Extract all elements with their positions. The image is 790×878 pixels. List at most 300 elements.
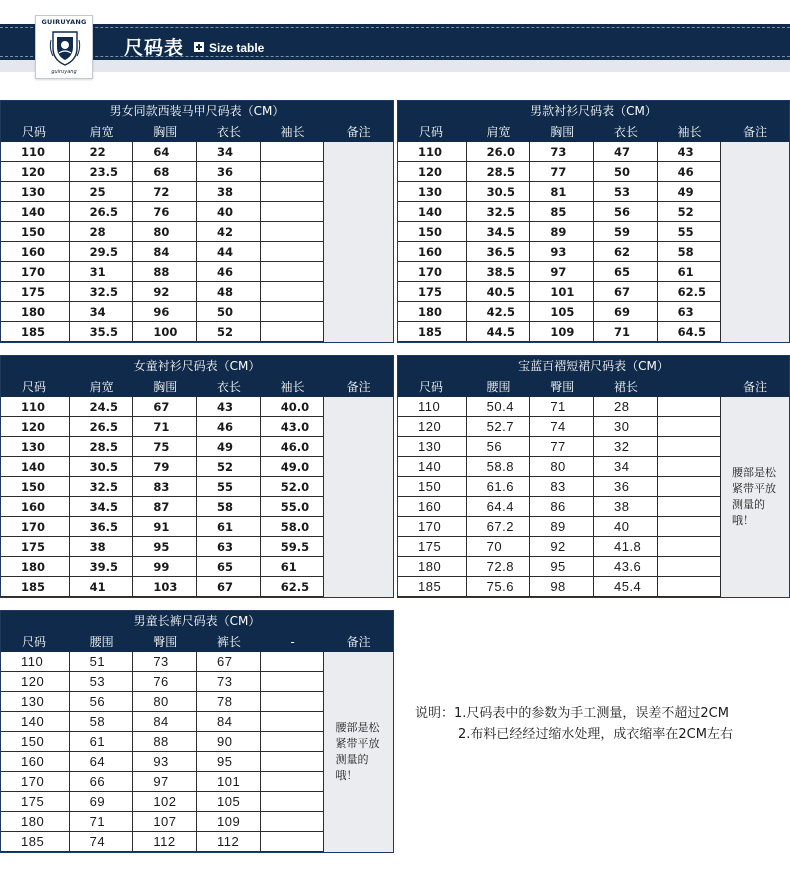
measurement-cell: 42 [197,222,261,242]
size-cell: 180 [1,302,70,322]
measurement-cell: 68 [133,162,197,182]
measurement-cell: 102 [133,792,197,812]
table-header-row [1,122,393,142]
measurement-cell: 44.5 [467,322,531,342]
size-table [0,610,394,853]
size-cell: 180 [1,557,70,577]
measurement-cell: 79 [133,457,197,477]
column-header: 备注 [346,380,371,394]
size-cell: 140 [1,457,70,477]
measurement-cell: 34 [197,142,261,162]
measurement-cell: 22 [70,142,134,162]
measurement-cell: 49.0 [261,457,325,477]
measurement-cell: 84 [197,712,261,732]
size-cell: 170 [398,262,467,282]
measurement-cell: 81 [530,182,594,202]
measurement-cell: 52.7 [467,417,531,437]
column-header: 腰围 [486,380,511,394]
column-header: 尺码 [22,380,47,394]
measurement-cell: 39.5 [70,557,134,577]
measurement-cell [261,752,325,772]
measurement-cell: 28.5 [70,437,134,457]
measurement-cell [261,222,325,242]
size-cell: 160 [1,242,70,262]
measurement-cell: 80 [530,457,594,477]
measurement-cell: 52 [197,322,261,342]
size-cell: 185 [1,832,70,852]
size-cell: 160 [1,497,70,517]
header-banner [0,24,790,60]
size-cell: 120 [1,162,70,182]
measurement-cell: 32.5 [70,282,134,302]
table-title: 男款衬衫尺码表（CM） [398,101,789,122]
column-header: 袖长 [280,125,305,139]
measurement-cell: 43.6 [594,557,658,577]
measurement-cell: 26.5 [70,417,134,437]
measurement-cell: 28 [594,397,658,417]
column-header: 胸围 [153,380,178,394]
notes-column [721,397,789,597]
measurement-cell: 67 [197,652,261,672]
size-table [0,100,394,343]
measurement-cell: 101 [530,282,594,302]
measurement-cell: 40 [197,202,261,222]
measurement-cell: 77 [530,437,594,457]
measurement-cell [261,692,325,712]
measurement-cell: 83 [530,477,594,497]
measurement-cell [261,162,325,182]
column-header: 袖长 [280,380,305,394]
measurement-cell [261,812,325,832]
size-cell: 185 [398,322,467,342]
measurement-cell [261,652,325,672]
column-header: 尺码 [419,380,444,394]
measurement-cell: 95 [197,752,261,772]
measurement-cell: 75.6 [467,577,531,597]
measurement-cell: 103 [133,577,197,597]
measurement-cell: 70 [467,537,531,557]
measurement-cell: 40 [594,517,658,537]
measurement-cell: 31 [70,262,134,282]
size-cell: 150 [398,477,467,497]
measurement-cell [261,202,325,222]
measurement-cell: 28 [70,222,134,242]
column-header: 尺码 [22,635,47,649]
measurement-cell: 49 [197,437,261,457]
notes-column [324,142,393,342]
table-header-row [398,377,789,397]
measurement-cell: 112 [197,832,261,852]
size-cell: 175 [1,282,70,302]
measurement-cell: 42.5 [467,302,531,322]
column-header: 肩宽 [89,380,114,394]
measurement-cell: 90 [197,732,261,752]
column-header: 备注 [743,125,768,139]
measurement-cell: 47 [594,142,658,162]
measurement-cell: 38 [197,182,261,202]
measurement-cell: 58 [658,242,722,262]
measurement-cell: 71 [133,417,197,437]
measurement-cell: 67 [133,397,197,417]
measurement-cell: 64.5 [658,322,722,342]
measurement-cell: 86 [530,497,594,517]
size-cell: 170 [398,517,467,537]
measurement-cell: 73 [133,652,197,672]
measurement-cell: 36 [594,477,658,497]
measurement-cell: 109 [197,812,261,832]
measurement-cell: 65 [594,262,658,282]
measurement-cell: 46 [658,162,722,182]
measurement-cell: 85 [530,202,594,222]
measurement-cell: 45.4 [594,577,658,597]
measurement-cell: 59 [594,222,658,242]
measurement-cell: 62.5 [261,577,325,597]
measurement-cell: 71 [530,397,594,417]
header-stitch-top [0,27,790,28]
size-cell: 130 [1,182,70,202]
measurement-cell [658,397,722,417]
measurement-cell: 95 [530,557,594,577]
size-cell: 120 [398,417,467,437]
measurement-cell: 71 [70,812,134,832]
measurement-cell: 69 [70,792,134,812]
measurement-cell: 89 [530,517,594,537]
measurement-cell: 52 [658,202,722,222]
measurement-cell: 34 [594,457,658,477]
measurement-cell: 30.5 [70,457,134,477]
size-cell: 130 [398,182,467,202]
measurement-cell: 51 [70,652,134,672]
measurement-cell: 77 [530,162,594,182]
size-cell: 150 [1,732,70,752]
table-title: 女童衬衫尺码表（CM） [1,356,393,377]
size-table [397,355,790,598]
size-cell: 175 [1,537,70,557]
size-cell: 120 [398,162,467,182]
measurement-cell: 41 [70,577,134,597]
table-header-row [1,632,393,652]
measurement-cell: 46 [197,262,261,282]
logo-wordmark: GUIRUYANG [41,18,87,26]
measurement-cell: 105 [530,302,594,322]
measurement-cell: 36.5 [467,242,531,262]
measurement-cell: 29.5 [70,242,134,262]
measurement-cell: 62.5 [658,282,722,302]
column-header: 臀围 [550,380,575,394]
measurement-cell: 30.5 [467,182,531,202]
crest-icon [49,28,81,66]
column-header: 衣长 [613,125,638,139]
size-cell: 120 [1,417,70,437]
measurement-cell: 58.8 [467,457,531,477]
size-cell: 150 [1,222,70,242]
measurement-cell [261,712,325,732]
measurement-cell: 95 [133,537,197,557]
size-cell: 150 [398,222,467,242]
size-cell: 140 [398,202,467,222]
measurement-cell: 58 [197,497,261,517]
measurement-cell: 84 [133,242,197,262]
measurement-cell: 73 [530,142,594,162]
table-body [1,142,393,342]
measurement-cell: 43.0 [261,417,325,437]
measurement-cell: 93 [133,752,197,772]
table-body [398,397,789,597]
size-cell: 110 [1,142,70,162]
measurement-cell: 61.6 [467,477,531,497]
column-header: 胸围 [153,125,178,139]
measurement-cell [658,477,722,497]
measurement-cell [261,282,325,302]
measurement-cell: 40.0 [261,397,325,417]
brand-logo [35,15,93,79]
measurement-cell: 88 [133,732,197,752]
measurement-cell: 43 [197,397,261,417]
measurement-cell [658,417,722,437]
measurement-cell: 64 [133,142,197,162]
size-cell: 160 [398,242,467,262]
notes-column [721,142,789,342]
measurement-cell: 25 [70,182,134,202]
measurement-cell: 87 [133,497,197,517]
measurement-cell: 34 [70,302,134,322]
size-cell: 160 [398,497,467,517]
table-header-row [398,122,789,142]
measurement-cell: 64 [70,752,134,772]
column-header: 备注 [743,380,768,394]
measurement-cell: 56 [467,437,531,457]
measurement-cell: 40.5 [467,282,531,302]
measurement-cell: 74 [70,832,134,852]
measurement-cell: 93 [530,242,594,262]
measurement-cell: 44 [197,242,261,262]
measurement-cell: 84 [133,712,197,732]
size-cell: 185 [1,577,70,597]
measurement-cell: 73 [197,672,261,692]
measurement-cell: 46.0 [261,437,325,457]
table-header-row [1,377,393,397]
measurement-cell: 28.5 [467,162,531,182]
column-header: 肩宽 [89,125,114,139]
column-header: 尺码 [22,125,47,139]
measurement-cell: 72 [133,182,197,202]
size-cell: 130 [1,692,70,712]
measurement-cell: 50 [594,162,658,182]
size-cell: 180 [398,302,467,322]
measurement-cell: 76 [133,202,197,222]
size-cell: 180 [1,812,70,832]
measurement-cell: 74 [530,417,594,437]
measurement-cell [261,142,325,162]
measurement-cell: 71 [594,322,658,342]
column-header [658,377,722,397]
measurement-cell: 83 [133,477,197,497]
measurement-cell: 52.0 [261,477,325,497]
measurement-cell [261,672,325,692]
measurement-cell: 112 [133,832,197,852]
measurement-cell: 46 [197,417,261,437]
measurement-cell: 53 [70,672,134,692]
measurement-cell: 66 [70,772,134,792]
measurement-cell [658,577,722,597]
measurement-cell: 101 [197,772,261,792]
explanation-line-1: 说明：1.尺码表中的参数为手工测量，误差不超过2CM [415,706,729,721]
table-body [1,652,393,852]
measurement-cell: 50 [197,302,261,322]
measurement-cell: 32 [594,437,658,457]
measurement-cell: 58.0 [261,517,325,537]
measurement-cell: 50.4 [467,397,531,417]
column-header: 腰围 [89,635,114,649]
measurement-cell: 100 [133,322,197,342]
measurement-cell: 92 [530,537,594,557]
column-header: 备注 [346,635,371,649]
measurement-cell: 78 [197,692,261,712]
measurement-cell: 97 [530,262,594,282]
measurement-cell: 38 [594,497,658,517]
column-header: 衣长 [216,380,241,394]
measurement-cell [658,437,722,457]
size-cell: 170 [1,262,70,282]
size-cell: 120 [1,672,70,692]
measurement-cell: 91 [133,517,197,537]
measurement-cell [261,832,325,852]
measurement-cell: 80 [133,222,197,242]
note-text: 腰部是松紧带平放测量的哦！ [732,466,776,527]
size-cell: 185 [1,322,70,342]
measurement-cell: 109 [530,322,594,342]
measurement-cell: 98 [530,577,594,597]
measurement-cell: 34.5 [70,497,134,517]
table-body [1,397,393,597]
measurement-cell: 61 [658,262,722,282]
notes-column [324,397,393,597]
explanation-notes [415,703,733,745]
column-header: 臀围 [153,635,178,649]
size-cell: 140 [398,457,467,477]
measurement-cell [261,732,325,752]
measurement-cell: 69 [594,302,658,322]
column-header: 胸围 [550,125,575,139]
table-title: 宝蓝百褶短裙尺码表（CM） [398,356,789,377]
notes-column [324,652,393,852]
size-cell: 185 [398,577,467,597]
measurement-cell: 32.5 [467,202,531,222]
header-underband [0,60,790,72]
size-cell: 140 [1,202,70,222]
measurement-cell: 35.5 [70,322,134,342]
size-table [397,100,790,343]
measurement-cell: 61 [261,557,325,577]
measurement-cell [261,772,325,792]
measurement-cell: 92 [133,282,197,302]
size-cell: 170 [1,517,70,537]
measurement-cell: 23.5 [70,162,134,182]
measurement-cell [658,497,722,517]
measurement-cell: 38 [70,537,134,557]
measurement-cell: 80 [133,692,197,712]
measurement-cell: 41.8 [594,537,658,557]
measurement-cell: 38.5 [467,262,531,282]
measurement-cell: 36 [197,162,261,182]
size-cell: 110 [1,397,70,417]
measurement-cell: 59.5 [261,537,325,557]
measurement-cell: 34.5 [467,222,531,242]
column-header: 衣长 [216,125,241,139]
measurement-cell: 55 [658,222,722,242]
measurement-cell [261,182,325,202]
measurement-cell: 89 [530,222,594,242]
plus-box-icon [194,42,204,52]
measurement-cell: 58 [70,712,134,732]
measurement-cell: 96 [133,302,197,322]
table-body [398,142,789,342]
measurement-cell: 88 [133,262,197,282]
measurement-cell: 61 [197,517,261,537]
size-cell: 175 [1,792,70,812]
measurement-cell: 67 [594,282,658,302]
size-cell: 130 [398,437,467,457]
measurement-cell: 105 [197,792,261,812]
measurement-cell: 64.4 [467,497,531,517]
measurement-cell: 63 [197,537,261,557]
measurement-cell: 75 [133,437,197,457]
column-header: 肩宽 [486,125,511,139]
measurement-cell: 72.8 [467,557,531,577]
measurement-cell [658,537,722,557]
column-header: 裙长 [613,380,638,394]
size-table [0,355,394,598]
column-header: 备注 [346,125,371,139]
measurement-cell: 56 [594,202,658,222]
measurement-cell [261,242,325,262]
measurement-cell: 52 [197,457,261,477]
column-header: 尺码 [419,125,444,139]
measurement-cell: 26.5 [70,202,134,222]
measurement-cell: 36.5 [70,517,134,537]
note-text: 腰部是松紧带平放测量的哦！ [335,721,380,782]
size-cell: 150 [1,477,70,497]
size-cell: 110 [398,397,467,417]
header-stitch-bottom [0,56,790,57]
measurement-cell [261,262,325,282]
measurement-cell [658,457,722,477]
size-cell: 175 [398,282,467,302]
logo-script-text: guiruyang [51,69,77,75]
measurement-cell: 65 [197,557,261,577]
measurement-cell: 99 [133,557,197,577]
measurement-cell: 56 [70,692,134,712]
size-cell: 140 [1,712,70,732]
measurement-cell: 62 [594,242,658,262]
measurement-cell: 30 [594,417,658,437]
column-header: - [290,635,295,649]
table-title: 男童长裤尺码表（CM） [1,611,393,632]
measurement-cell: 53 [594,182,658,202]
measurement-cell [658,517,722,537]
measurement-cell: 63 [658,302,722,322]
measurement-cell: 26.0 [467,142,531,162]
measurement-cell: 48 [197,282,261,302]
measurement-cell: 67.2 [467,517,531,537]
measurement-cell: 76 [133,672,197,692]
size-cell: 110 [1,652,70,672]
measurement-cell: 24.5 [70,397,134,417]
explanation-line-2: 2.布料已经经过缩水处理，成衣缩率在2CM左右 [458,727,733,742]
column-header: 袖长 [677,125,702,139]
size-cell: 180 [398,557,467,577]
measurement-cell: 107 [133,812,197,832]
